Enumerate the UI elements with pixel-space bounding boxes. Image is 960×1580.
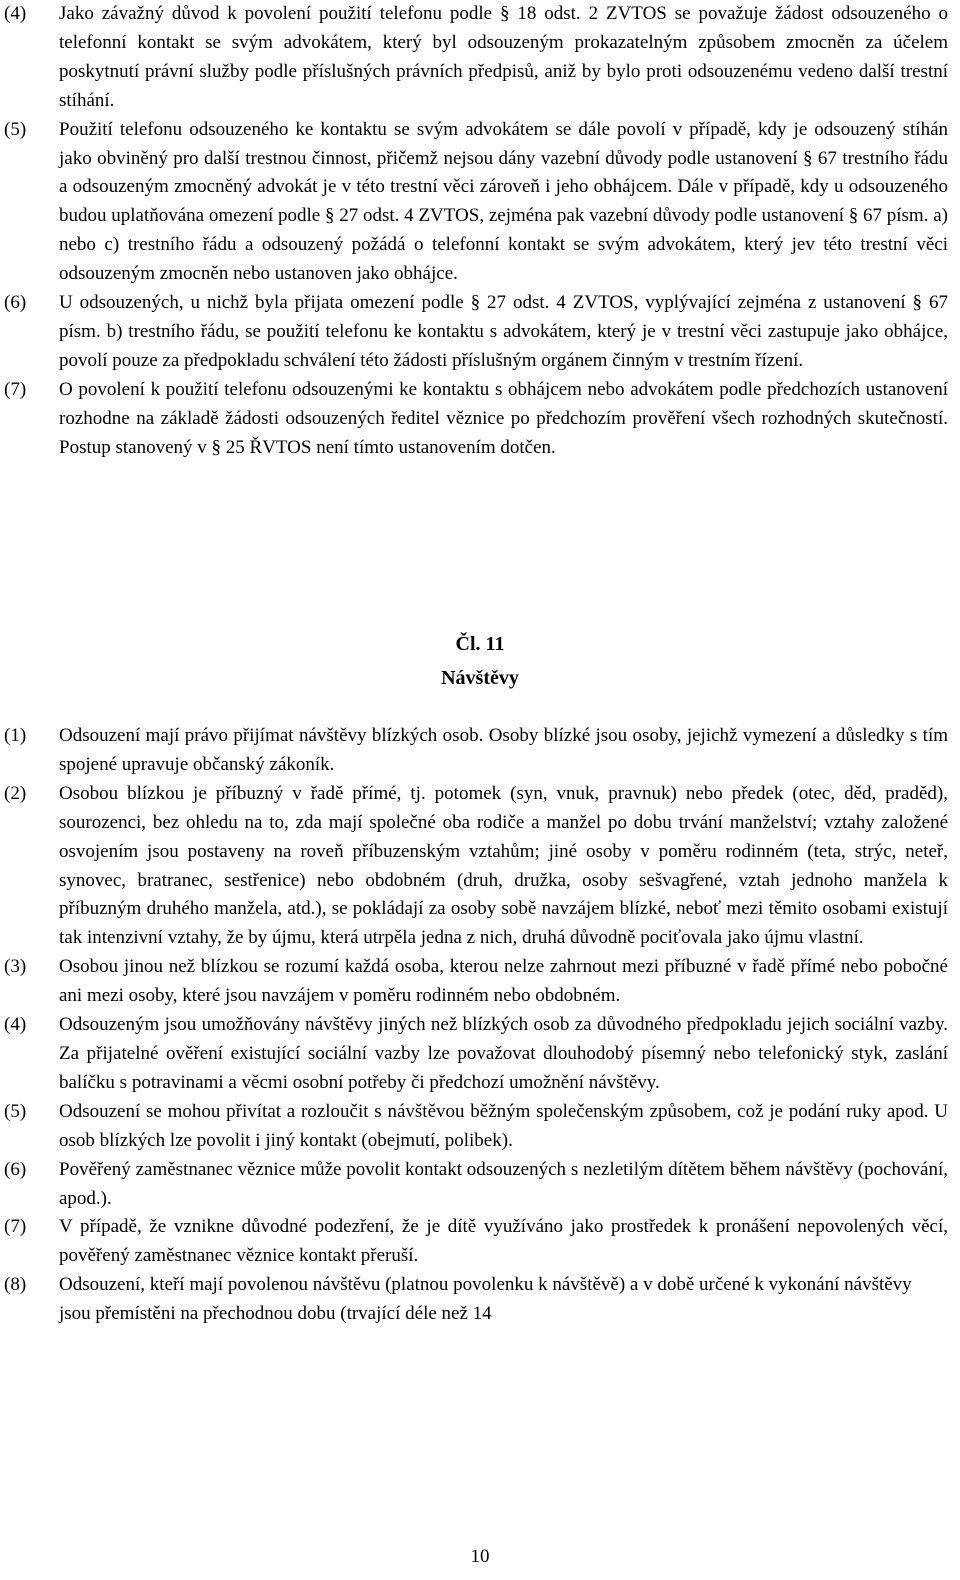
paragraph-text: Použití telefonu odsouzeného ke kontaktu se svým advokátem se dále povolí v případě, kdy je odsouzený stíhán jako obviněný pro další trestnou činnost, přičemž nejsou dány vazební důvody podle ustanovení § 67 trestního řádu a odsouzeným zmocněný advokát je v této trestní věci zároveň i jeho obhájcem. Dále v případě, kdy u odsouzeného budou uplatňována omezení podle § 27 odst. 4 ZVTOS, zejména pak vazební důvody podle ustanovení § 67 písm. a) nebo c) trestního řádu a odsouzený požádá o telefonní kontakt se svým advokátem, který jev této trestní věci odsouzeným zmocněn nebo ustanoven jako obhájce.	[59, 118, 948, 285]
paragraph-8-visits	[0, 1271, 960, 1329]
paragraph-7	[0, 376, 960, 463]
paragraph-text: Odsouzení, kteří mají povolenou návštěvu (platnou povolenku k návštěvě) a v době určené k vykonání návštěvy jsou přemístěni na přechodnou dobu (trvající déle než 14	[59, 1274, 912, 1325]
page-number: 10	[470, 1546, 490, 1567]
paragraph-number: (2)	[4, 782, 27, 804]
paragraph-text: Odsouzení se mohou přivítat a rozloučit s návštěvou běžným společenským způsobem, což je podání ruky apod. U osob blízkých lze povolit i jiný kontakt (obejmutí, polibek).	[59, 1100, 948, 1151]
paragraph-number: (4)	[4, 3, 27, 24]
paragraph-4	[0, 0, 960, 116]
paragraph-number: (5)	[4, 118, 27, 140]
paragraph-5	[0, 116, 960, 289]
paragraph-text: Odsouzení mají právo přijímat návštěvy blízkých osob. Osoby blízké jsou osoby, jejichž vymezení a důsledky s tím spojené upravuje občanský zákoník.	[59, 725, 948, 775]
paragraph-number: (6)	[4, 1158, 27, 1180]
paragraph-block-bottom	[0, 722, 960, 1329]
paragraph-text: Osobou jinou než blízkou se rozumí každá osoba, kterou nelze zahrnout mezi příbuzné v řadě přímé nebo pobočné ani mezi osoby, které jsou navzájem v poměru rodinném nebo obdobném.	[59, 956, 948, 1007]
paragraph-1	[0, 722, 960, 780]
paragraph-number: (7)	[4, 378, 27, 400]
paragraph-text: O povolení k použití telefonu odsouzenými ke kontaktu s obhájcem nebo advokátem podle předchozích ustanovení rozhodne na základě žádosti odsouzených ředitel věznice po předchozím prověření všech rozhodných skutečností. Postup stanovený v § 25 ŘVTOS není tímto ustanovením dotčen.	[59, 378, 948, 458]
paragraph-number: (7)	[4, 1216, 27, 1238]
paragraph-number: (5)	[4, 1100, 27, 1122]
paragraph-5-visits	[0, 1098, 960, 1156]
paragraph-number: (4)	[4, 1014, 27, 1036]
paragraph-6	[0, 289, 960, 376]
article-title: Návštěvy	[441, 667, 519, 689]
article-number: Čl. 11	[455, 633, 505, 655]
paragraph-number: (3)	[4, 956, 27, 978]
paragraph-2	[0, 780, 960, 953]
paragraph-4-visits	[0, 1011, 960, 1098]
paragraph-number: (6)	[4, 292, 27, 314]
paragraph-text: Jako závažný důvod k povolení použití telefonu podle § 18 odst. 2 ZVTOS se považuje žádost odsouzeného o telefonní kontakt se svým advokátem, který byl odsouzeným prokazatelným způsobem zmocněn za účelem poskytnutí právní služby podle příslušných právních předpisů, aniž by bylo proti odsouzenému vedeno další trestní stíhání.	[59, 3, 948, 111]
paragraph-text: Osobou blízkou je příbuzný v řadě přímé, tj. potomek (syn, vnuk, pravnuk) nebo předek (otec, děd, praděd), sourozenci, bez ohledu na to, zda mají společné oba rodiče a manžel po dobu trvání manželství; vztahy založené osvojením jsou postaveny na roveň příbuzenským vztahům; jiné osoby v poměru rodinném (teta, strýc, neteř, synovec, bratranec, sestřenice) nebo obdobném (druh, družka, osoby sešvagřené, vztah jednoho manžela k příbuzným druhého manžela, atd.), se pokládají za osoby sobě navzájem blízké, neboť mezi těmito osobami existují tak intenzivní vztahy, že by újmu, která utrpěla jedna z nich, druhá důvodně pociťovala jako újmu vlastní.	[59, 782, 948, 949]
paragraph-block-top	[0, 0, 960, 463]
paragraph-6-visits	[0, 1156, 960, 1214]
paragraph-number: (1)	[4, 725, 27, 746]
paragraph-7-visits	[0, 1213, 960, 1271]
paragraph-text: U odsouzených, u nichž byla přijata omezení podle § 27 odst. 4 ZVTOS, vyplývající zejména z ustanovení § 67 písm. b) trestního řádu, se použití telefonu ke kontaktu s advokátem, který je v trestní věci zastupuje jako obhájce, povolí pouze za předpokladu schválení této žádosti příslušným orgánem činným v trestním řízení.	[59, 292, 948, 371]
paragraph-number: (8)	[4, 1274, 27, 1296]
paragraph-text: Pověřený zaměstnanec věznice může povolit kontakt odsouzených s nezletilým dítětem během návštěvy (pochování, apod.).	[59, 1158, 948, 1209]
paragraph-3	[0, 953, 960, 1011]
paragraph-text: V případě, že vznikne důvodné podezření, že je dítě využíváno jako prostředek k pronášení nepovolených věcí, pověřený zaměstnanec věznice kontakt přeruší.	[59, 1216, 948, 1267]
paragraph-text: Odsouzeným jsou umožňovány návštěvy jiných než blízkých osob za důvodného předpokladu jejich sociální vazby. Za přijatelné ověření existující sociální vazby lze považovat dlouhodobý písemný nebo telefonický styk, zaslání balíčku s potravinami a věcmi osobní potřeby či předchozí umožnění návštěvy.	[59, 1014, 948, 1093]
